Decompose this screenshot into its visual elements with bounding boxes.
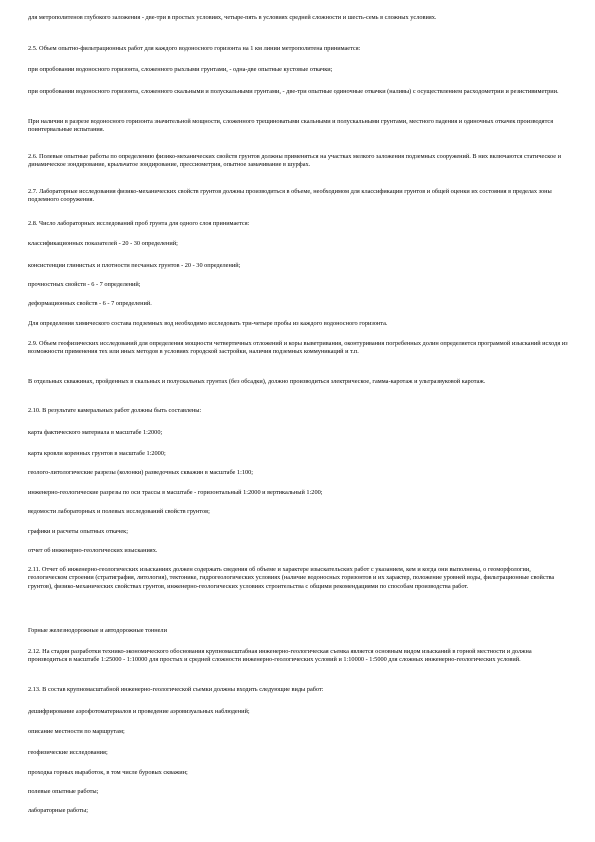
list-item-field-tests: полевые опытные работы; bbox=[28, 788, 99, 795]
list-item-report: отчет об инженерно-геологических изысканиях. bbox=[28, 547, 158, 554]
paragraph-2-5: 2.5. Объем опытно-фильтрационных работ для каждого водоносного горизонта на 1 км линии метрополитена принимается: bbox=[28, 45, 361, 52]
paragraph-2-10: 2.10. В результате камеральных работ должны быть составлены: bbox=[28, 407, 202, 414]
paragraph-2-8: 2.8. Число лабораторных исследований проб грунта для одного слоя принимается: bbox=[28, 220, 250, 227]
list-item-aerial-photos: дешифрирование аэрофотоматериалов и проведение аэровизуальных наблюдений; bbox=[28, 708, 250, 715]
paragraph-interval-tests: При наличии в разрезе водоносного горизонта значительной мощности, сложенного трещиноватыми скальными и полускальными грунтами, местного падения и одиночных откачек производятся поинтервальные испытания. bbox=[28, 118, 554, 134]
list-item-route-description: описание местности по маршрутам; bbox=[28, 728, 125, 735]
section-heading-tunnels: Горные железнодорожные и автодорожные тоннели bbox=[28, 627, 167, 634]
paragraph-water-chemistry: Для определения химического состава подземных вод необходимо исследовать три-четыре пробы из каждого водоносного горизонта. bbox=[28, 320, 388, 327]
paragraph-loose-soils: при опробовании водоносного горизонта, сложенного рыхлыми грунтами, - одна-две опытные кустовые откачки; bbox=[28, 66, 333, 73]
list-item-classification: классификационных показателей - 20 - 30 определений; bbox=[28, 240, 178, 247]
paragraph-2-12: 2.12. На стадии разработки технико-экономического обоснования крупномасштабная инженерно-геологическая съемка является основным видом изысканий в горной местности и должна производиться в масштабе 1:25000 - 1:10000 для простых и средней сложности инженерно-геологических условий и 1:10000 - 1:5000 для сложных инженерно-геологических условий. bbox=[28, 648, 532, 664]
list-item-sections: инженерно-геологические разрезы по оси трассы в масштабе - горизонтальный 1:2000 и вертикальный 1:200; bbox=[28, 489, 323, 496]
list-item-lab-work: лабораторные работы; bbox=[28, 807, 88, 814]
paragraph-2-13: 2.13. В состав крупномасштабной инженерно-геологической съемки должны входить следующие виды работ: bbox=[28, 686, 324, 693]
list-item-drilling: проходка горных выработок, в том числе буровых скважин; bbox=[28, 769, 188, 776]
list-item-deformation: деформационных свойств - 6 - 7 определений. bbox=[28, 300, 152, 307]
paragraph-rock-soils: при опробовании водоносного горизонта, сложенного скальными и полускальными грунтами, - две-три опытные одиночные откачки (наливы) с осуществлением расходометрии и резистивиметрии. bbox=[28, 88, 559, 95]
paragraph-2-6: 2.6. Полевые опытные работы по определению физико-механических свойств грунтов должны применяться на участках мелкого заложения подземных сооружений. В них включаются статическое и динамическое зондирование, крыльчатое зондирование, прессиометрия, опытное замачивание в шурфах. bbox=[28, 153, 561, 169]
paragraph-metro-deep-counts: для метрополитенов глубокого заложения - две-три в простых условиях, четыре-пять в условиях средней сложности и шесть-семь в сложных условиях. bbox=[28, 14, 437, 21]
list-item-consistency: консистенции глинистых и плотности песчаных грунтов - 20 - 30 определений; bbox=[28, 262, 241, 269]
paragraph-logging: В отдельных скважинах, пройденных в скальных и полускальных грунтах (без обсадки), должно производиться электрическое, гамма-каротаж и ультразвуковой каротаж. bbox=[28, 378, 486, 385]
list-item-strength: прочностных свойств - 6 - 7 определений; bbox=[28, 281, 141, 288]
list-item-bedrock-map: карта кровли коренных грунтов в масштабе 1:2000; bbox=[28, 450, 166, 457]
list-item-geophysics: геофизические исследования; bbox=[28, 749, 108, 756]
paragraph-2-7: 2.7. Лабораторные исследования физико-механических свойств грунтов должны производиться в объеме, необходимом для классификации грунтов и общей оценки их состояния в пределах зоны подземного сооружения. bbox=[28, 188, 552, 204]
list-item-fact-map: карта фактического материала в масштабе 1:2000; bbox=[28, 429, 163, 436]
paragraph-2-11: 2.11. Отчет об инженерно-геологических изысканиях должен содержать сведения об объеме и характере изыскательских работ с указанием, кем и когда они выполнены, о геоморфологии, геологическом строении (стратиграфия, литология), тектонике, гидрогеологических условиях (наличие водоносных горизонтов и их характер, положение уровней воды, фильтрационные свойства грунтов), физико-механических свойствах грунтов, инженерно-геологических условиях строительства с общими рекомендациями по способам производства работ. bbox=[28, 566, 555, 590]
list-item-pumping-graphs: графики и расчеты опытных откачек; bbox=[28, 528, 128, 535]
list-item-borehole-logs: геолого-литологические разрезы (колонки) разведочных скважин в масштабе 1:100; bbox=[28, 469, 254, 476]
paragraph-2-9: 2.9. Объем геофизических исследований для определения мощности четвертичных отложений и коры выветривания, оконтуривания погребенных долин определяется программой изысканий исходя из возможности применения тех или иных методов в условиях городской застройки, наличия подземных коммуникаций и т.п. bbox=[28, 340, 568, 356]
list-item-lab-sheets: ведомости лабораторных и полевых исследований свойств грунтов; bbox=[28, 508, 210, 515]
